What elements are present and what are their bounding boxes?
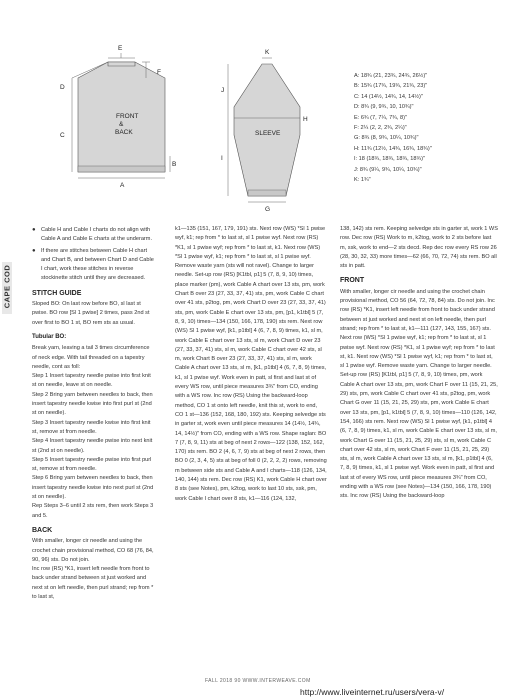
- back-finish-text: 138, 142) sts rem. Keeping selvedge sts in garter st, work 1 WS row. Dec row (RS) Work to m, k2tog, work to 2 sts before last m, ssk, work to end—2 sts decd. Rep dec row every RS row 26 (28, 30, 32, 33) more times—62 (66, 70, 72, 74) sts rem. BO all sts in patt.: [340, 226, 498, 270]
- letter-g: G: [265, 206, 271, 213]
- letter-j: J: [221, 87, 225, 94]
- tubular-bo-heading: Tubular BO:: [32, 333, 67, 340]
- letter-i: I: [221, 155, 223, 162]
- measurement-f: F: 2¼ (2, 2, 2¾, 2¼)": [354, 125, 407, 132]
- source-url-watermark: http://www.liveinternet.ru/users/vera-v/: [300, 687, 445, 697]
- page-footer: FALL 2018 90 WWW.INTERWEAVE.COM: [205, 678, 311, 684]
- tubular-step: Step 4 Insert tapestry needle pwise into next knit st (2nd st on needle).: [32, 438, 153, 454]
- tubular-step: Step 1 Insert tapestry needle pwise into first knit st on needle, leave st on needle.: [32, 373, 151, 389]
- back-continued-text: k1—135 (151, 167, 179, 191) sts. Next row (WS) *Sl 1 pwise wyf, k1; rep from * to last st, sl 1 pwise wyf. Next row (RS) *K1, sl 1 pwise wyf; rep from * to last st, k1. Next row (WS) *Sl 1 pwise wyf, k1; rep from * to last st, sl 1 pwise wyf. Remove waste yarn (sts will not ravel). Change to larger needle. Set-up row (RS) [K1tbl, p1] 5 (7, 8, 9, 10) times, place marker (pm), work Cable A chart over 13 sts, pm, work Chart B over 23 (27, 33, 37, 41) sts, pm, work Cable C chart over 41 sts, p2tog, pm, work Chart D over 23 (27, 33, 37, 41) sts, pm, work Cable E chart over 13 sts, pm, [p1, k1tbl] 5 (7, 8, 9, 10) times—134 (150, 166, 178, 190) sts rem. Next row (WS) Sl 1 pwise wyf, [k1, p1tbl] 4 (6, 7, 8, 9) times, k1, sl m, work Cable E chart over 13 sts, sl m, work Chart D over 23 (27, 33, 37, 41) sts, sl m, work Cable C chart over 42 sts, sl m, work Chart B over 23 (27, 33, 37, 41) sts, sl m, work Cable A chart over 13 sts, sl m, [k1, p1tbl] 4 (6, 7, 8, 9) times, k1, sl 1 pwise wyf. Work even in patt, sl first and last st of every WS row, until piece measures 3¾" from CO, ending with a WS row. Inc row (RS) Using the backward-loop method, CO 1 st onto left needle, knit this st, work to end, CO 1 st—136 (152, 168, 180, 192) sts. Keeping selvedge sts in garter st, work even until piece measures 14 (14½, 14¾, 14, 14½)" from CO, ending with a WS row. Shape raglan: BO 7 (7, 8, 9, 11) sts at beg of next 2 rows—122 (138, 152, 162, 170) sts rem. BO 2 (4, 6, 7, 9) sts at beg of next 2 rows, then BO 0 (2, 3, 4, 5) sts at beg of foll 0 (2, 2, 2, 2) rows, removing m between side sts and Cable A and I charts—118 (126, 134, 140, 144) sts rem. Dec row (RS) K1, work Cable H chart over 8 sts (see Notes), pm, k2tog, work to last 10 sts, ssk, pm, work Cable I chart over 8 sts, k1—116 (124, 132,: [175, 226, 327, 502]
- measurement-i: I: 18 (18¾, 18¾, 18¾, 18¾)": [354, 156, 426, 163]
- front-back-schematic: [60, 45, 176, 189]
- letter-f: F: [157, 69, 161, 76]
- side-tab-label: CAPE COD: [2, 264, 12, 309]
- measurement-d: D: 8¾ (9, 9¾, 10, 10¾)": [354, 104, 414, 111]
- front-heading: FRONT: [340, 277, 365, 285]
- column-3: [340, 225, 498, 502]
- measurement-e: E: 6¾ (7, 7¼, 7¾, 8)": [354, 114, 407, 121]
- front-label: FRONT: [116, 113, 139, 120]
- tubular-step: Break yarn, leaving a tail 3 times circumference of neck edge. With tail threaded on a tapestry needle, cont as foll:: [32, 345, 150, 370]
- measurement-b: B: 15¾ (17¾, 19¾, 21¾, 23)": [354, 83, 428, 90]
- letter-a: A: [120, 182, 125, 189]
- letter-d: D: [60, 84, 65, 91]
- back-label: BACK: [115, 129, 133, 136]
- back-text: Inc row (RS) *K1, insert left needle from front to back under strand between st just worked and next st on left needle, then purl strand; rep from * to last st,: [32, 566, 154, 600]
- tubular-step: Rep Steps 3–6 until 2 sts rem, then work Steps 3 and 5.: [32, 503, 154, 519]
- note-bullet: ● If there are stitches between Cable H chart and Chart B, and between Chart D and Cable I chart, work these stitches in reverse stockinette stitch until they are decreased.: [32, 247, 154, 284]
- measurement-c: C: 14 (14½, 14¾, 14, 14½)": [354, 93, 423, 100]
- note-bullet: ● Cable H and Cable I charts do not align with Cable A and Cable E charts at the underarm.: [32, 226, 154, 245]
- tubular-step: Step 6 Bring yarn between needles to back, then insert tapestry needle kwise into next purl st (2nd st on needle).: [32, 475, 154, 501]
- back-heading: BACK: [32, 526, 53, 534]
- sleeve-label: SLEEVE: [255, 130, 281, 137]
- measurement-h: H: 11¾ (12½, 14¾, 16¾, 18¾)": [354, 145, 432, 152]
- measurement-k: K: 1¾": [354, 177, 371, 184]
- tubular-step: Step 3 Insert tapestry needle kwise into first knit st, remove st from needle.: [32, 419, 151, 435]
- stitch-guide-heading: STITCH GUIDE: [32, 289, 82, 297]
- column-1: [32, 226, 154, 602]
- letter-k: K: [265, 49, 270, 56]
- measurements-list: [354, 71, 514, 185]
- sloped-bo-text: Sloped BO: On last row before BO, sl last st pwise. BO row [Sl 1 pwise] 2 times, pass 2nd st over first to BO 1 st, BO rem sts as usual.: [32, 301, 150, 326]
- measurement-a: A: 18¾ (21, 23¾, 24¾, 26½)": [354, 73, 428, 79]
- ampersand-label: &: [119, 121, 124, 128]
- front-text: With smaller, longer cir needle and using the crochet chain provisional method, CO 56 (64, 72, 78, 84) sts. Do not join. Inc row (RS) *K1, insert left needle from front to back under strand between st just worked and next st on left needle, then purl strand; rep from * to last st, k1—111 (127, 143, 155, 167) sts. Next row (WS) *Sl 1 pwise wyf, k1; rep from * to last st, sl 1 pwise wyf. Next row (RS) *K1, sl 1 pwise wyf; rep from * to last st, k1. Next row (WS) *Sl 1 pwise wyf, k1; rep from * to last st, sl 1 pwise wyf. Remove waste yarn. Change to larger needle. Set-up row (RS) [K1tbl, p1] 5 (7, 8, 9, 10) times, pm, work Cable A chart over 13 sts, pm, work Chart F over 11 (15, 21, 25, 29) sts, pm, work Cable C chart over 41 sts, p2tog, pm, work Chart G over 11 (15, 21, 25, 29) sts, pm, work Cable E chart over 13 sts, pm, [p1, k1tbl] 5 (7, 8, 9, 10) times—110 (126, 142, 154, 166) sts rem. Next row (WS) Sl 1 pwise wyf, [k1, p1tbl] 4 (6, 7, 8, 9) times, k1, sl m, work Cable E chart over 13 sts, sl m, work Chart G over 11 (15, 21, 25, 29) sts, sl m, work Cable C chart over 42 sts, sl m, work Chart F over 11 (15, 21, 25, 29) sts, sl m, work Cable A chart over 13 sts, sl m, [k1, p1tbl] 4 (6, 7, 8, 9) times, k1, sl 1 pwise wyf. Work even in patt, sl first and last st of every WS row, until piece measures 3¾" from CO, ending with a WS row (see Notes)—134 (150, 166, 178, 190) sts. Inc row (RS) Using the backward-loop: [340, 288, 498, 500]
- tubular-step: Step 5 Insert tapestry needle pwise into first purl st, remove st from needle.: [32, 456, 152, 473]
- sleeve-schematic: [221, 49, 308, 213]
- letter-c: C: [60, 132, 65, 139]
- letter-e: E: [118, 45, 123, 52]
- letter-b: B: [172, 161, 177, 168]
- measurement-g: G: 8¾ (8, 9¾, 10¼, 10¾)": [354, 135, 419, 142]
- back-text: With smaller, longer cir needle and using the crochet chain provisional method, CO 68 (76, 84, 90, 96) sts. Do not join.: [32, 538, 154, 563]
- tubular-step: Step 2 Bring yarn between needles to back, then insert tapestry needle kwise into first purl st (2nd st on needle).: [32, 391, 153, 417]
- column-2: [175, 225, 327, 504]
- letter-h: H: [303, 116, 308, 123]
- measurement-j: J: 8¾ (9¼, 9¾, 10¼, 10¾)": [354, 166, 422, 173]
- section-side-tab: [2, 262, 12, 314]
